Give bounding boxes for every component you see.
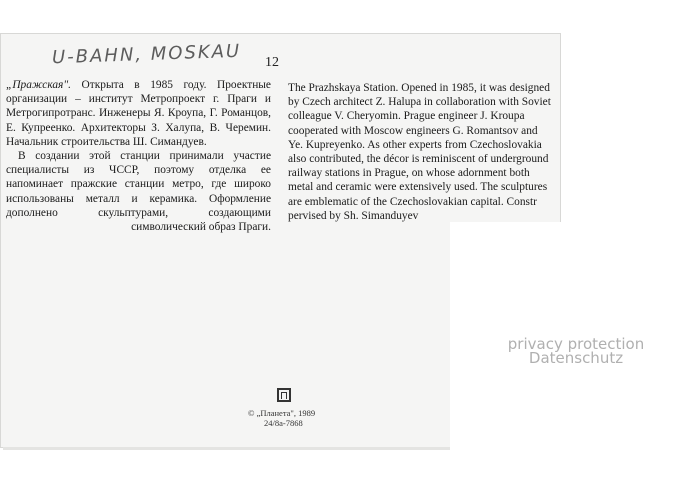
english-last-line: pervised by Sh. Simanduyev (288, 209, 419, 222)
card-number: 12 (265, 55, 279, 70)
privacy-watermark-line-2: Datenschutz (528, 349, 624, 367)
copyright-block (248, 408, 338, 428)
russian-paragraph-1 (6, 78, 271, 149)
catalog-number: 24/8а-7868 (264, 418, 303, 428)
publisher-logo-icon (277, 388, 291, 402)
english-text-column (288, 81, 553, 223)
russian-text-column (6, 78, 271, 234)
russian-paragraph-1-body: Открыта в 1985 году. Проектные организации – институт Метропроект г. Праги и Метрогипротранс. Инженеры Я. Кроупа, Г. Романцов, Е. Купреенко. Архитекторы З. Халупа, В. Черемин. Начальник строительства Ш. Симандуев. (6, 79, 271, 148)
handwritten-note: U-BAHN, MOSKAU (51, 40, 242, 69)
english-paragraph: The Prazhskaya Station. Opened in 1985, it was designed by Czech architect Z. Halupa in collaboration with Soviet colleague V. Cheryomin. Prague engineer J. Kroupa cooperated with Moscow engineers G. Romantsov and Ye. Kupreyenko. As other experts from Czechoslovakia also contributed, the décor is reminiscent of underground railway stations in Prague, on whose adornment both metal and ceramic were extensively used. The sculptures are emblematic of the Czechoslovakian capital. Constr (288, 82, 551, 208)
copyright-line: © „Планета", 1989 (248, 408, 316, 418)
station-name-russian: „Пражская". (6, 79, 71, 91)
privacy-watermark (496, 337, 656, 365)
russian-paragraph-2: В создании этой станции принимали участие специалисты из ЧССР, поэтому отделка ее напоминает пражские станции метро, где широко использованы металл и керамика. Оформление дополнено скульптурами, создающими символический образ Праги. (6, 150, 271, 234)
privacy-watermark-line-1: privacy protection (507, 335, 645, 353)
